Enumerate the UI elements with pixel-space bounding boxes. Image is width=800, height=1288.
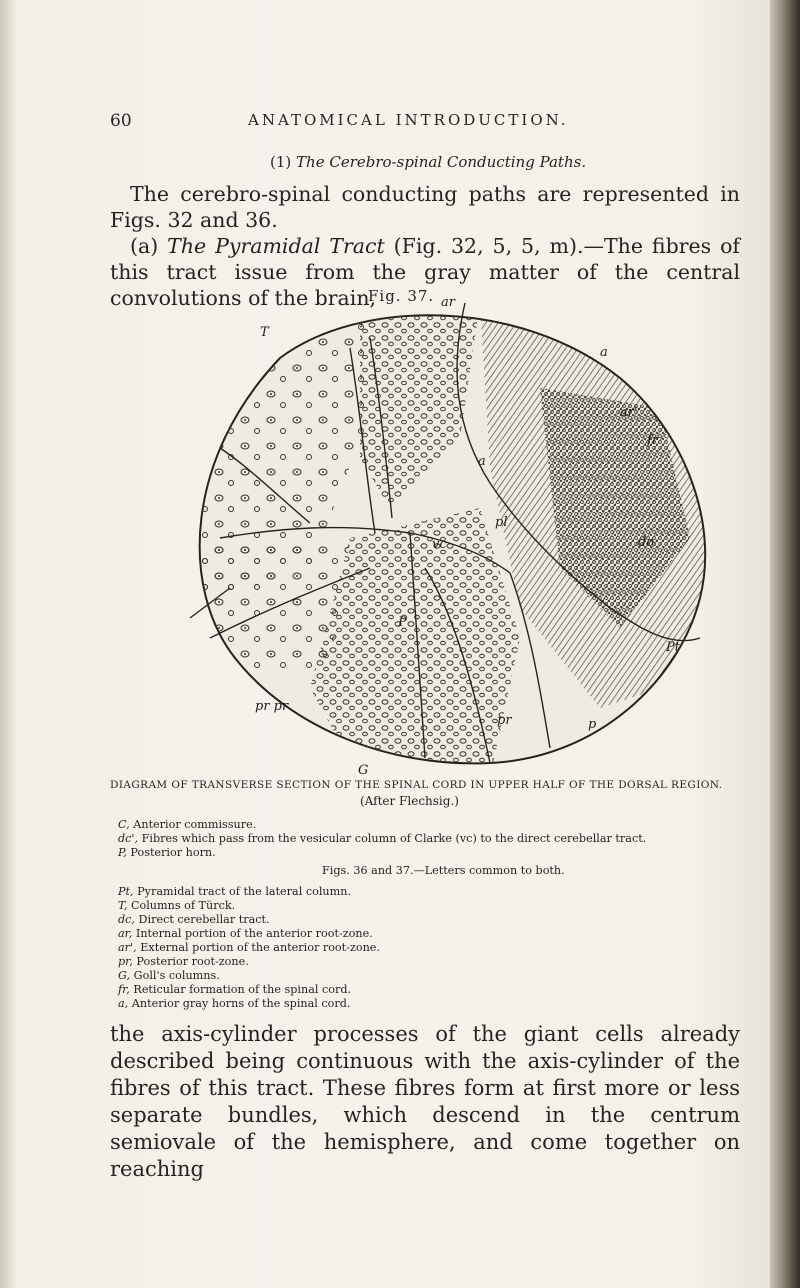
paragraph-3: the axis-cylinder processes of the giant cells already described being continuous with the axis-cylinder of the fibres of this tract. These fibres form at first more or less separate bundles, which descend in the centrum semiovale of the hemisphere, and come together on reaching — [110, 1022, 740, 1181]
common-letters-note: Figs. 36 and 37.—Letters common to both. — [322, 864, 565, 877]
figure-reference: (Fig. 32, 5, 5, m). — [393, 234, 584, 258]
legend-common — [118, 885, 380, 1011]
legend-item: Pt, Pyramidal tract of the lateral column. — [118, 885, 351, 898]
legend-item: a, Anterior gray horns of the spinal cord. — [118, 997, 351, 1010]
figure-caption: DIAGRAM OF TRANSVERSE SECTION OF THE SPINAL CORD IN UPPER HALF OF THE DORSAL REGION. — [110, 779, 723, 791]
legend-item: dc, Direct cerebellar tract. — [118, 913, 270, 926]
legend-item: ar, Internal portion of the anterior root-zone. — [118, 927, 373, 940]
label-pr: pr — [497, 713, 512, 728]
label-fr: fr — [647, 433, 659, 448]
page-header — [0, 111, 770, 135]
label-a-inner: a — [478, 454, 486, 469]
label-P: P — [398, 615, 407, 630]
legend-fig-37 — [118, 818, 646, 860]
running-head: ANATOMICAL INTRODUCTION. — [248, 111, 569, 129]
legend-item: dc', Fibres which pass from the vesicular column of Clarke (vc) to the direct cerebellar tract. — [118, 832, 647, 845]
figure-label: Fig. 37. — [368, 287, 435, 305]
paragraph-1: The cerebro-spinal conducting paths are represented in Figs. 32 and 36. — [110, 182, 740, 232]
label-p: p — [588, 717, 597, 732]
label-a-top: a — [600, 345, 608, 360]
figure-attribution: (After Flechsig.) — [360, 794, 459, 808]
legend-item: fr, Reticular formation of the spinal cord. — [118, 983, 352, 996]
legend-item: P, Posterior horn. — [118, 846, 216, 859]
label-T: T — [260, 325, 269, 340]
tract-title: The Pyramidal Tract — [167, 234, 385, 258]
label-G: G — [358, 763, 369, 778]
label-pl: pl — [495, 515, 508, 530]
legend-item: G, Goll's columns. — [118, 969, 220, 982]
section-title — [270, 153, 586, 171]
page-gutter-shadow — [0, 0, 18, 1288]
label-ar-prime: ar' — [620, 405, 638, 420]
section-number: (1) — [270, 153, 292, 171]
label-vc: vc — [432, 537, 447, 552]
legend-item: pr, Posterior root-zone. — [118, 955, 249, 968]
paragraph-marker: (a) — [130, 234, 159, 258]
label-prpr: pr pr — [255, 699, 289, 714]
paragraph-2-text: —The fibres of this tract issue from the gray matter of the central convolutions of the brain, — [110, 234, 741, 310]
section-title-text: The Cerebro-spinal Conducting Paths. — [296, 153, 587, 171]
label-ar-top: ar — [441, 295, 455, 310]
legend-item: ar', External portion of the anterior root-zone. — [118, 941, 380, 954]
legend-item: C, Anterior commissure. — [118, 818, 257, 831]
legend-item: T, Columns of Türck. — [118, 899, 236, 912]
label-do: do — [638, 535, 655, 550]
page-number: 60 — [110, 111, 132, 131]
label-Pt: Pt — [666, 640, 680, 655]
anterior-horn — [180, 538, 350, 678]
book-binding-edge — [770, 0, 800, 1288]
